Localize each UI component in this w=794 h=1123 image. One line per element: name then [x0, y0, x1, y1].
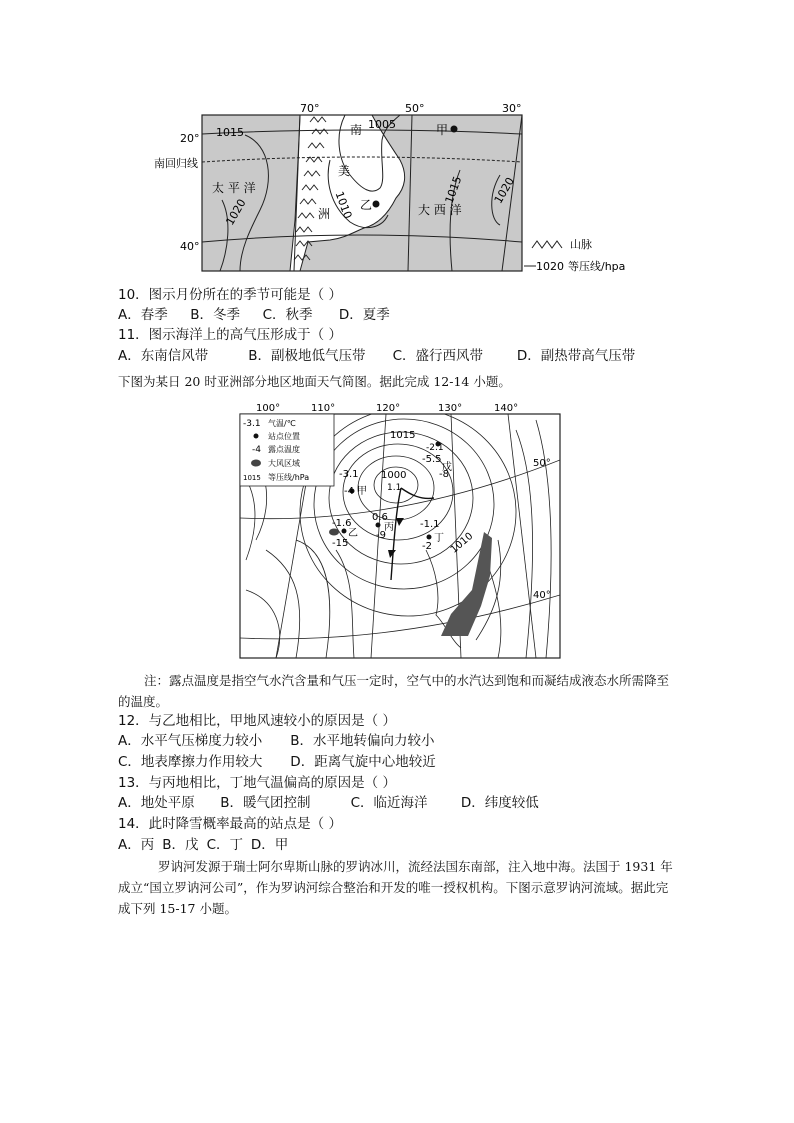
q13-option-b[interactable]: B．暖气团控制 [220, 795, 311, 811]
lon-label-30: 30° [502, 102, 522, 115]
isobar-label-1015: 1015 [390, 430, 416, 441]
q11-option-c[interactable]: C．盛行西风带 [392, 348, 484, 364]
lon-label-120: 120° [376, 403, 401, 414]
point-label-yi: 乙 [360, 198, 373, 212]
lon-label-70: 70° [300, 102, 320, 115]
continent-char-1: 南 [350, 123, 363, 137]
legend-dew-sample: -4 [252, 445, 261, 455]
lon-label-110: 110° [311, 403, 336, 414]
intro-12-14: 下图为某日 20 时亚洲部分地区地面天气简图。据此完成 12-14 小题。 [118, 374, 511, 389]
legend-isobar-sample: 1015 [243, 474, 261, 482]
legend-wind: 大风区域 [268, 459, 300, 468]
q10-option-a[interactable]: A．春季 [118, 307, 168, 323]
point-yi-dot [373, 201, 380, 208]
legend-temp: 气温/℃ [268, 419, 296, 428]
extra-number-2: 1.1 [387, 483, 402, 493]
asia-weather-map [236, 400, 566, 662]
continent-char-3: 洲 [318, 207, 331, 221]
lat-label-50: 50° [533, 458, 551, 469]
ocean-label-atlantic: 大 西 洋 [418, 203, 462, 217]
wind-area-yi [329, 529, 339, 536]
south-america-isobar-map [150, 100, 650, 276]
question-12: 12．与乙地相比，甲地风速较小的原因是（ ） [118, 713, 396, 729]
station-ding-dot [427, 535, 432, 540]
legend-isobar-value: 1020 [536, 260, 564, 273]
question-13-options [118, 794, 539, 812]
station-yi-temp: -1.6 [332, 518, 352, 529]
isobar-label-1000: 1000 [381, 470, 407, 481]
legend-station-dot [254, 434, 259, 439]
station-yi-dot [342, 529, 347, 534]
legend-mountain: 山脉 [570, 238, 592, 251]
station-wu-name: 戊 [442, 462, 452, 473]
question-11: 11．图示海洋上的高气压形成于（ ） [118, 327, 342, 343]
lon-label-130: 130° [438, 403, 463, 414]
tropic-label: 南回归线 [154, 157, 198, 170]
station-jia-name: 甲 [357, 486, 367, 497]
note-dew-point: 注：露点温度是指空气水汽含量和气压一定时，空气中的水汽达到饱和而凝结成液态水所需降至的温度。 [118, 673, 670, 709]
cold-front-marker [396, 518, 404, 526]
legend-isobar-text: 等压线/hpa [568, 260, 626, 273]
isobar-label-1020-east: 1020 [491, 175, 517, 206]
station-yi-name: 乙 [348, 528, 358, 539]
q10-option-d[interactable]: D．夏季 [338, 307, 390, 323]
station-bing-dot [376, 523, 381, 528]
station-bing-name: 丙 [384, 522, 394, 533]
q14-option-d[interactable]: D．甲 [250, 837, 289, 853]
point-label-jia: 甲 [436, 123, 449, 137]
lon-label-50: 50° [405, 102, 425, 115]
isobar-label-1015-west: 1015 [216, 126, 244, 139]
q13-option-c[interactable]: C．临近海洋 [350, 795, 428, 811]
lat-label-20: 20° [180, 132, 200, 145]
isobar-label-1005: 1005 [368, 118, 396, 131]
question-12-options-ab [118, 732, 435, 750]
legend-temp-sample: -3.1 [243, 419, 261, 429]
question-11-options [118, 347, 635, 365]
q11-option-d[interactable]: D．副热带高气压带 [516, 348, 636, 364]
intro-15-17: 罗讷河发源于瑞士阿尔卑斯山脉的罗讷冰川，流经法国东南部，注入地中海。法国于 1931 年成立“国立罗讷河公司”，作为罗讷河综合整治和开发的唯一授权机构。下图示意罗讷河流域。据此完成下列 15-17 小题。 [118, 859, 673, 916]
question-12-options-cd [118, 753, 436, 771]
legend-wind-icon [251, 460, 261, 467]
q10-option-b[interactable]: B．冬季 [190, 307, 241, 323]
cold-front-marker [388, 550, 396, 558]
lat-label-40: 40° [180, 240, 200, 253]
station-bing-dew: -9 [376, 530, 386, 541]
q11-option-a[interactable]: A．东南信风带 [118, 348, 209, 364]
station-jia-dew: -4 [344, 486, 354, 497]
q12-option-c[interactable]: C．地表摩擦力作用较大 [118, 754, 263, 770]
q11-option-b[interactable]: B．副极地低气压带 [248, 348, 366, 364]
lon-label-100: 100° [256, 403, 281, 414]
station-ding-temp: -1.1 [420, 519, 440, 530]
isobar-label-1010: 1010 [332, 189, 355, 221]
q14-option-c[interactable]: C．丁 [206, 837, 244, 853]
station-yi-dew: -15 [332, 538, 349, 549]
legend-station: 站点位置 [268, 432, 300, 441]
legend-isobar: 等压线/hPa [268, 473, 310, 482]
q13-option-d[interactable]: D．纬度较低 [460, 795, 539, 811]
question-14-options [118, 836, 288, 854]
q14-option-a[interactable]: A．丙 [118, 837, 155, 853]
station-bing-temp: 0.6 [372, 512, 388, 523]
station-ding-dew: -2 [422, 541, 432, 552]
q13-option-a[interactable]: A．地处平原 [118, 795, 195, 811]
q12-option-a[interactable]: A．水平气压梯度力较小 [118, 733, 263, 749]
isobar-label-1010: 1010 [448, 530, 476, 556]
mountain-legend-icon [532, 241, 562, 248]
lat-label-40: 40° [533, 590, 551, 601]
continent-char-2: 美 [338, 164, 351, 178]
question-10-options [118, 306, 390, 324]
legend-dew: 露点温度 [268, 445, 300, 454]
lon-label-140: 140° [494, 403, 519, 414]
station-wu-temp: -5.5 [422, 454, 442, 465]
point-jia-dot [451, 126, 458, 133]
station-wu-dew: -8 [439, 469, 449, 480]
extra-number-1: -2.1 [426, 443, 444, 453]
q12-option-d[interactable]: D．距离气旋中心地较近 [290, 754, 436, 770]
question-13: 13．与丙地相比，丁地气温偏高的原因是（ ） [118, 775, 396, 791]
station-jia-temp: -3.1 [339, 469, 359, 480]
question-14: 14．此时降雪概率最高的站点是（ ） [118, 816, 342, 832]
ocean-label-pacific: 太 平 洋 [212, 181, 256, 195]
isobar-label-1020-west: 1020 [223, 196, 249, 228]
q14-option-b[interactable]: B．戊 [162, 837, 199, 853]
question-10: 10．图示月份所在的季节可能是（ ） [118, 287, 342, 303]
station-ding-name: 丁 [434, 533, 444, 544]
isobar-label-1015-east: 1015 [442, 174, 465, 206]
q12-option-b[interactable]: B．水平地转偏向力较小 [290, 733, 435, 749]
q10-option-c[interactable]: C．秋季 [262, 307, 313, 323]
